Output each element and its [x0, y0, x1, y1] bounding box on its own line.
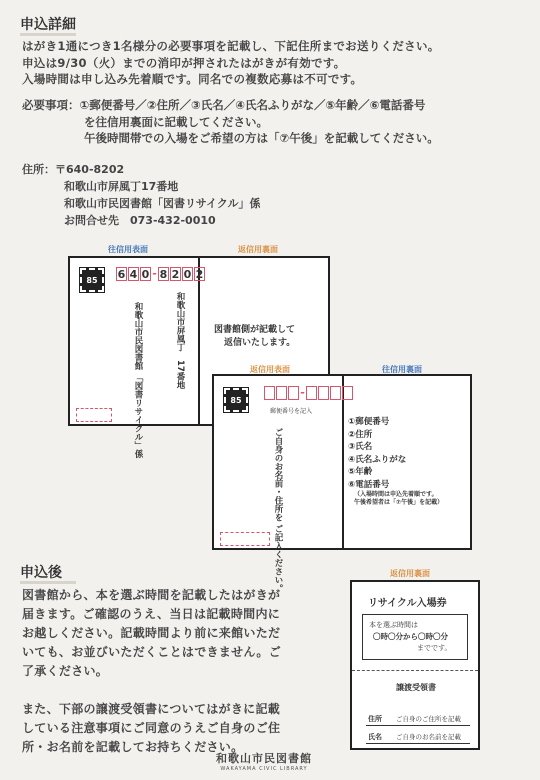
address-line: 和歌山市屏風丁17番地	[64, 180, 179, 193]
list-note: （入場時間は申込先着順です。	[354, 491, 438, 498]
list-note: 午後希望者は「⑦午後」を記載）	[354, 499, 444, 506]
card1-caption-right: 返信用裏面	[238, 245, 278, 254]
vertical-note-line: ご記入ください。	[273, 524, 283, 593]
zip-box	[276, 386, 287, 400]
ticket-caption: 返信用裏面	[390, 569, 430, 578]
time-box	[362, 614, 468, 660]
zip-digit: 2	[195, 268, 204, 281]
card1-recipient-vertical	[132, 302, 143, 458]
application-details-text	[22, 38, 440, 88]
time-line: までです。	[417, 644, 452, 652]
address-label: 住所：	[22, 163, 55, 176]
zip-box	[318, 386, 329, 400]
zip-digit: 0	[141, 268, 150, 281]
details-line: 入場時間は申し込み先着順です。同名での複数応募は不可です。	[22, 72, 363, 86]
zip-digit: 4	[129, 268, 138, 281]
zip-box	[306, 386, 317, 400]
footer-logo	[216, 750, 312, 772]
list-item: ③氏名	[348, 442, 373, 452]
name-label: 氏名	[368, 733, 382, 741]
required-line: を往信用裏面に記載してください。	[84, 114, 268, 129]
section-title-after-application: 申込後	[20, 562, 62, 582]
after-line: 了承ください。	[22, 664, 109, 678]
address-recipient: 和歌山市民図書館「図書リサイクル」係	[64, 197, 261, 210]
footer-org-english: WAKAYAMA CIVIC LIBRARY	[220, 766, 308, 772]
right-text-line: 図書館側が記載して	[214, 325, 296, 335]
vertical-note-line: ご自身のお名前・住所を	[273, 428, 283, 522]
required-line: ①郵便番号／②住所／③氏名／④氏名ふりがな／⑤年齢／⑥電話番号	[79, 98, 426, 112]
zip-dash: -	[300, 386, 305, 399]
card1-caption-left: 往信用表面	[108, 245, 148, 254]
zip-digit: 0	[183, 268, 192, 281]
required-line: 午後時間帯での入場をご希望の方は「⑦午後」を記載してください。	[84, 131, 439, 145]
zip-digit: 2	[171, 268, 180, 281]
zip-box	[288, 386, 299, 400]
required-label: 必要事項：	[22, 98, 80, 112]
stamp-icon: 85	[224, 388, 248, 412]
recycle-admission-ticket	[350, 580, 480, 750]
details-line: 申込は9/30（火）までの消印が押されたはがきが有効です。	[22, 55, 346, 70]
after-line: 所・お名前を記載してお持ちください。	[22, 740, 244, 754]
required-items	[22, 97, 439, 147]
postal-code: 〒640-8202	[55, 163, 125, 176]
after-application-text	[22, 586, 281, 757]
card-fold-line	[342, 376, 344, 548]
list-item: ④氏名ふりがな	[348, 454, 407, 465]
address-label: 住所	[368, 715, 382, 723]
required-items-list	[348, 416, 443, 507]
zip-box	[264, 386, 275, 400]
time-line: 本を選ぶ時間は	[369, 621, 418, 629]
section-title-application-details: 申込詳細	[20, 14, 76, 34]
details-line: はがき1通につき1名様分の必要事項を記載し、下記住所までお送りください。	[22, 39, 440, 53]
footer-org-name: 和歌山市民図書館	[216, 752, 312, 765]
address-placeholder: ご自身のご住所を記載	[396, 715, 461, 723]
time-line: 〇時〇分から〇時〇分	[373, 632, 448, 641]
after-line: している注意事項にご同意のうえご自身のご住	[22, 721, 281, 735]
right-text-line: 返信いたします。	[224, 338, 296, 348]
list-item: ①郵便番号	[348, 417, 390, 427]
card2-caption-right: 往信用裏面	[382, 365, 422, 374]
zip-dash: -	[152, 267, 157, 280]
after-line: 図書館から、本を選ぶ時間を記載したはがきが	[22, 588, 281, 602]
sender-zip-box	[76, 408, 112, 422]
zip-box	[342, 386, 353, 400]
receipt-title: 譲渡受領書	[396, 683, 436, 692]
zip-code-boxes-empty	[264, 386, 354, 400]
zip-digit: 6	[117, 268, 126, 281]
contact-phone: お問合せ先 073-432-0010	[64, 214, 216, 227]
tear-line	[352, 670, 478, 671]
name-placeholder: ご自身のお名前を記載	[396, 733, 461, 741]
mailing-address	[22, 161, 260, 229]
list-item: ⑤年齢	[348, 467, 373, 477]
list-item: ⑥電話番号	[348, 479, 390, 490]
stamp-icon: 85	[80, 268, 104, 292]
recipient-line: 和歌山市民図書館	[133, 302, 143, 370]
card2-caption-left: 返信用表面	[250, 365, 290, 374]
zip-digit: 8	[159, 268, 168, 281]
ticket-title: リサイクル入場券	[368, 598, 447, 609]
card2-vertical-note	[272, 428, 283, 593]
address-underline	[366, 725, 470, 726]
after-line: 届きます。ご確認のうえ、当日は記載時間内に	[22, 607, 281, 621]
after-line: お越しください。記載時間より前に来館いただ	[22, 626, 281, 640]
card1-right-text	[214, 322, 295, 348]
after-line: また、下部の譲渡受領書についてはがきに記載	[22, 702, 281, 716]
name-underline	[366, 743, 470, 744]
zip-note: 郵便番号を記入	[270, 408, 313, 415]
sender-zip-box	[220, 532, 270, 546]
list-item: ②住所	[348, 429, 373, 440]
recipient-line: 「図書リサイクル」係	[133, 372, 143, 458]
card1-address-vertical: 和歌山市屏風丁 17番地	[175, 292, 185, 389]
card-fold-line	[198, 258, 200, 424]
zip-code-boxes	[116, 267, 206, 281]
zip-box	[330, 386, 341, 400]
after-line: いても、お並びいただくことはできません。ご	[22, 645, 282, 659]
